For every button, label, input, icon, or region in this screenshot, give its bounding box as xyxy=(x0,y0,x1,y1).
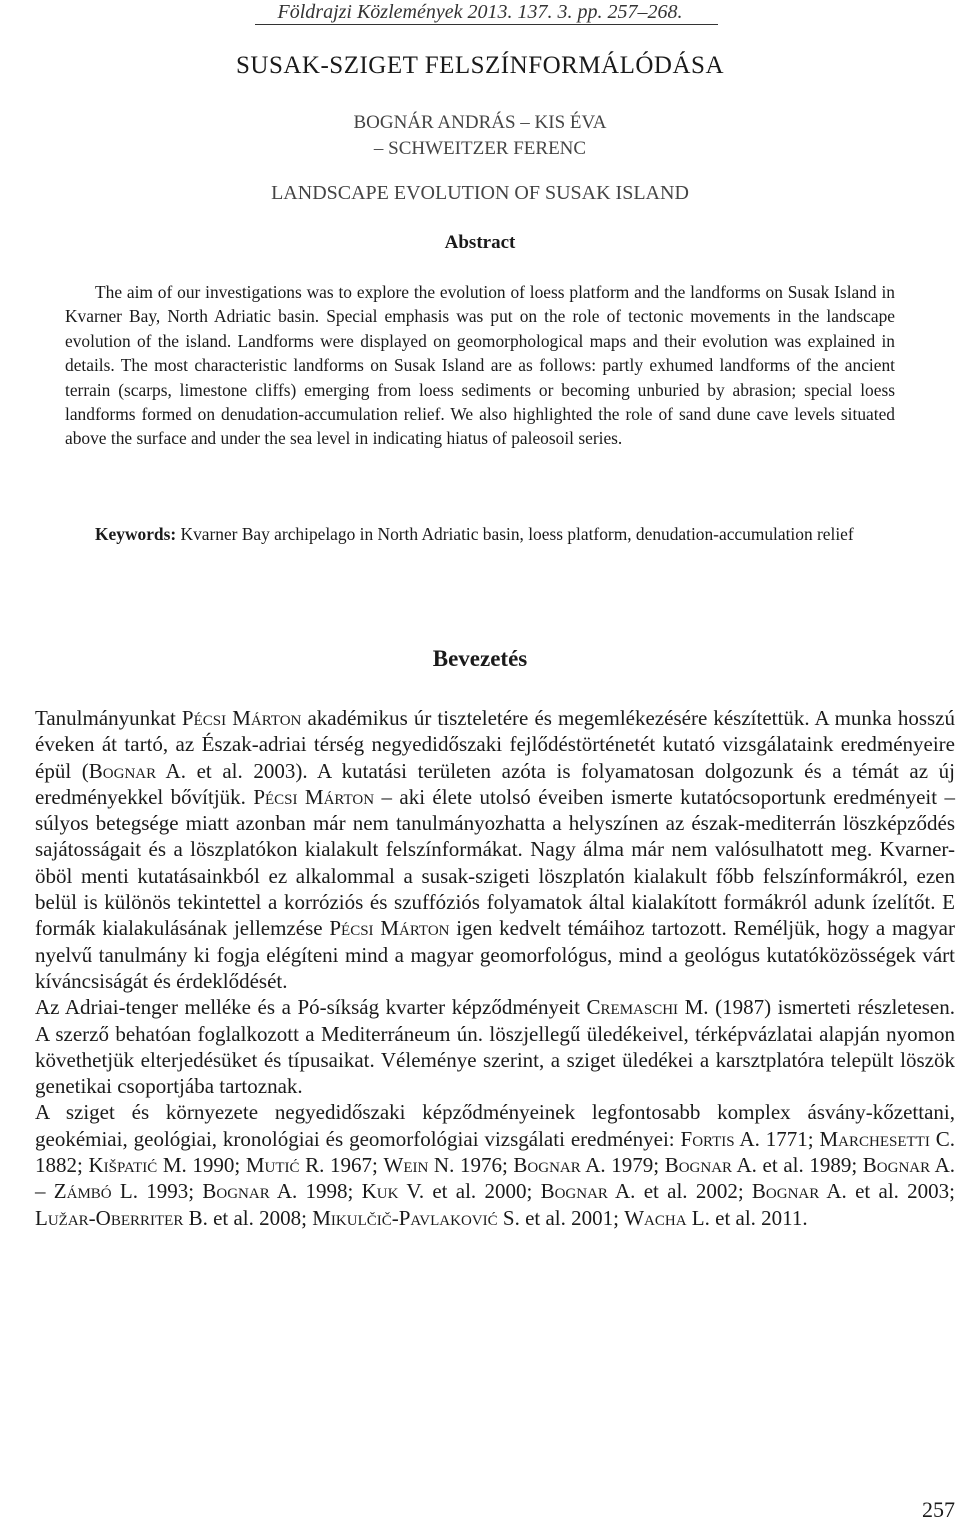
body-text xyxy=(35,705,955,1231)
text-run: A. et al. 2002; xyxy=(607,1179,752,1204)
citation-author: Bognar xyxy=(88,758,157,783)
paragraph-3 xyxy=(35,1099,955,1230)
keywords xyxy=(65,522,895,546)
citation-author: Cremaschi xyxy=(586,995,679,1020)
text-run: A. et al. 1989; xyxy=(732,1153,863,1178)
paragraph-1 xyxy=(35,705,955,994)
citation-author: Fortis xyxy=(680,1126,735,1151)
text-run: A. 1998; xyxy=(269,1179,362,1204)
citation-author: Lužar-Oberriter xyxy=(35,1205,184,1230)
text-run: A. – xyxy=(35,1153,956,1204)
citation-author: Kuk xyxy=(361,1179,399,1204)
text-run: N. 1976; xyxy=(428,1153,514,1178)
citation-author: Mutić xyxy=(245,1153,300,1178)
citation-author: Bognar xyxy=(664,1153,733,1178)
page-number: 257 xyxy=(922,1497,955,1522)
keywords-text: Kvarner Bay archipelago in North Adriatic basin, loess platform, denudation-accumulation relief xyxy=(176,524,854,544)
text-run: Az Adriai-tenger melléke és a Pó-síkság kvarter képződményeit xyxy=(35,995,587,1020)
abstract-heading: Abstract xyxy=(444,232,516,253)
paragraph-2 xyxy=(35,994,955,1099)
citation-author: Bognar xyxy=(202,1179,270,1204)
citation-author: Marchesetti xyxy=(819,1126,930,1151)
keywords-label: Keywords: xyxy=(95,524,177,544)
text-run: A. 1771; xyxy=(734,1126,820,1151)
text-run: C. 1882; xyxy=(35,1126,955,1178)
citation-author: Bognar xyxy=(751,1179,820,1204)
text-run: A. 1979; xyxy=(580,1153,665,1178)
section-heading: Bevezetés xyxy=(432,646,528,671)
citation-author: Mikulčič-Pavlaković xyxy=(312,1205,498,1230)
text-run: A sziget és környezete negyedidőszaki képződményeinek legfontosabb komplex ásvány-kőzettani, geokémiai, geológiai, kronológiai és geomorfológiai vizsgálati eredményei: xyxy=(35,1100,955,1151)
citation-author: Bognar xyxy=(540,1179,608,1204)
english-title: LANDSCAPE EVOLUTION OF SUSAK ISLAND xyxy=(271,182,689,204)
text-run: M. (1987) ismerteti részletesen. A szerző behatóan foglalkozott a Mediterráneum ún. löszjellegű üledékeivel, térképvázlatai alapján nyomon követhetjük elterjedésüket és típusaikat. Véleménye szerint, a sziget üledékei a karsztplatóra települt löszök genetikai csoportjába tartoznak. xyxy=(35,995,956,1099)
text-run: A. et al. 2003). A kutatási területen azóta is folyamatosan dolgozunk és a témát az új eredményekkel bővítjük. xyxy=(35,758,955,809)
authors-line-1: BOGNÁR ANDRÁS – KIS ÉVA xyxy=(353,112,607,133)
authors-line-2: – SCHWEITZER FERENC xyxy=(373,138,587,159)
text-run: B. et al. 2008; xyxy=(183,1205,313,1230)
text-run: S. et al. 2001; xyxy=(497,1205,625,1230)
author-list xyxy=(0,110,960,162)
citation-author: Kišpatić xyxy=(88,1153,158,1178)
text-run: V. et al. 2000; xyxy=(398,1179,541,1204)
journal-underline xyxy=(255,24,718,25)
author-name: Pécsi Márton xyxy=(181,706,302,730)
text-run: M. 1990; xyxy=(157,1153,246,1178)
text-run: igen kedvelt témáihoz tartozott. Reméljük, hogy a magyar nyelvű tanulmány ki fogja elégíteni mind a magyar geomorfológus, mind a geológus kutatóközösségek várt kíváncsiságát és érdeklődését. xyxy=(35,916,955,993)
article-title: SUSAK-SZIGET FELSZÍNFORMÁLÓDÁSA xyxy=(236,52,724,79)
text-run: R. 1967; xyxy=(299,1153,384,1178)
citation-author: Wein xyxy=(383,1153,429,1178)
text-run: L. 1993; xyxy=(111,1179,203,1204)
citation-author: Bognar xyxy=(513,1153,581,1178)
citation-author: Wacha xyxy=(624,1205,687,1230)
citation-author: Bognar xyxy=(862,1153,931,1178)
citation-author: Zámbó xyxy=(53,1179,112,1204)
author-name: Pécsi Márton xyxy=(329,916,450,941)
text-run: A. et al. 2003; xyxy=(819,1179,956,1204)
text-run: Tanulmányunkat xyxy=(35,706,182,730)
text-run: akadémikus úr tiszteletére és megemlékezésére készítettük. A munka hosszú éveken át tartó, az Észak-adriai térség negyedidőszaki fejlődéstörténetét kutató vizsgálataink eredményeire épül ( xyxy=(35,706,955,783)
text-run: L. et al. 2011. xyxy=(686,1205,808,1230)
journal-citation: Földrajzi Közlemények 2013. 137. 3. pp. 257–268. xyxy=(277,1,683,23)
author-name: Pécsi Márton xyxy=(253,784,375,809)
abstract-text: The aim of our investigations was to explore the evolution of loess platform and the landforms on Susak Island in Kvarner Bay, North Adriatic basin. Special emphasis was put on the role of tectonic movements in the landscape evolution of the island. Landforms were displayed on geomorphological maps and their evolution was explained in details. The most characteristic landforms on Susak Island are as follows: partly exhumed landforms of the ancient terrain (scarps, limestone cliffs) emerging from loess sediments or becoming unburied by abrasion; special loess landforms formed on denudation-accumulation relief. We also highlighted the role of sand dune cave levels situated above the surface and under the sea level in indicating hiatus of paleosoil series. xyxy=(65,282,895,449)
text-run: – aki élete utolsó éveiben ismerte kutatócsoportunk eredményeit – súlyos betegsége miatt azonban már nem tanulmányozhatta a helyszínen az észak-mediterrán löszképződés sajátosságait és a löszplatókon kialakult felszínformákat. Nagy álma már nem valósulhatott meg. Kvarner-öböl menti kutatásainkból ez alkalommal a susak-szigeti löszplatón kialakult főbb felszínformákról, ezen belül is különös tekintettel a korróziós és szuffóziós folyamatok által kialakított formákról adunk ízelítőt. E formák kialakulásának jellemzése xyxy=(35,784,955,941)
